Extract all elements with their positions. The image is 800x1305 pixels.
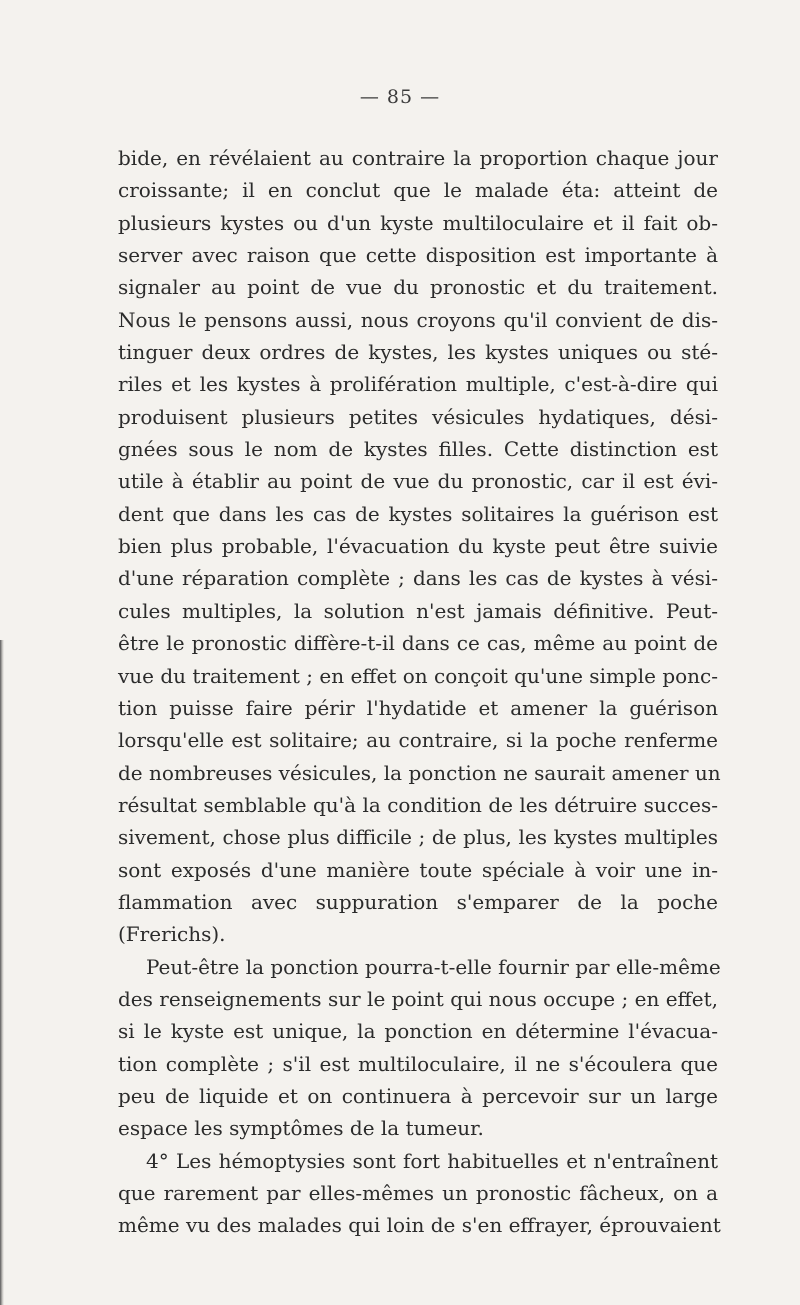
text-line: lorsqu'elle est solitaire; au contraire, si la poche renferme xyxy=(118,728,718,753)
text-line: vue du traitement ; en effet on conçoit qu'une simple ponc- xyxy=(118,663,718,688)
text-line: croissante; il en conclut que le malade éta: atteint de xyxy=(118,178,718,203)
text-line: espace les symptômes de la tumeur. xyxy=(118,1116,484,1141)
body-text xyxy=(118,142,721,1242)
page-edge-shadow xyxy=(0,640,4,1305)
text-line: peu de liquide et on continuera à percevoir sur un large xyxy=(118,1083,718,1108)
paragraph-start-line: Peut-être la ponction pourra-t-elle fournir par elle-même xyxy=(146,954,721,979)
text-line: dent que dans les cas de kystes solitaires la guérison est xyxy=(118,501,718,526)
text-line: flammation avec suppuration s'emparer de la poche xyxy=(118,889,718,914)
text-line: d'une réparation complète ; dans les cas de kystes à vési- xyxy=(118,566,718,591)
text-line: être le pronostic diffère-t-il dans ce cas, même au point de xyxy=(118,631,718,656)
text-line: Nous le pensons aussi, nous croyons qu'il convient de dis- xyxy=(118,307,718,332)
text-line: si le kyste est unique, la ponction en détermine l'évacua- xyxy=(118,1019,718,1044)
text-line: plusieurs kystes ou d'un kyste multiloculaire et il fait ob- xyxy=(118,210,718,235)
text-line: même vu des malades qui loin de s'en effrayer, éprouvaient xyxy=(118,1213,721,1238)
text-line: produisent plusieurs petites vésicules hydatiques, dési- xyxy=(118,404,718,429)
text-line: server avec raison que cette disposition est importante à xyxy=(118,243,718,268)
text-line: signaler au point de vue du pronostic et du traitement. xyxy=(118,275,718,300)
text-line: sont exposés d'une manière toute spéciale à voir une in- xyxy=(118,857,718,882)
text-line: gnées sous le nom de kystes filles. Cette distinction est xyxy=(118,437,718,462)
text-line: utile à établir au point de vue du pronostic, car il est évi- xyxy=(118,469,718,494)
text-line: que rarement par elles-mêmes un pronostic fâcheux, on a xyxy=(118,1181,718,1205)
text-line: des renseignements sur le point qui nous occupe ; en effet, xyxy=(118,986,718,1011)
text-line: bien plus probable, l'évacuation du kyste peut être suivie xyxy=(118,534,718,559)
text-line: de nombreuses vésicules, la ponction ne saurait amener un xyxy=(118,760,721,785)
text-line: cules multiples, la solution n'est jamais définitive. Peut- xyxy=(118,598,718,623)
text-line: (Frerichs). xyxy=(118,922,226,947)
paragraph-start-line: 4° Les hémoptysies sont fort habituelles et n'entraînent xyxy=(146,1148,718,1173)
text-line: tion complète ; s'il est multiloculaire, il ne s'écoulera que xyxy=(118,1051,718,1076)
page-number: — 85 — xyxy=(359,86,441,108)
text-line: résultat semblable qu'à la condition de les détruire succes- xyxy=(118,792,718,817)
text-line: riles et les kystes à prolifération multiple, c'est-à-dire qui xyxy=(118,372,718,397)
text-line: sivement, chose plus difficile ; de plus, les kystes multiples xyxy=(118,825,718,850)
text-line: tion puisse faire périr l'hydatide et amener la guérison xyxy=(118,695,718,720)
text-line: tinguer deux ordres de kystes, les kystes uniques ou sté- xyxy=(118,340,718,365)
text-line: bide, en révélaient au contraire la proportion chaque jour xyxy=(118,146,718,170)
